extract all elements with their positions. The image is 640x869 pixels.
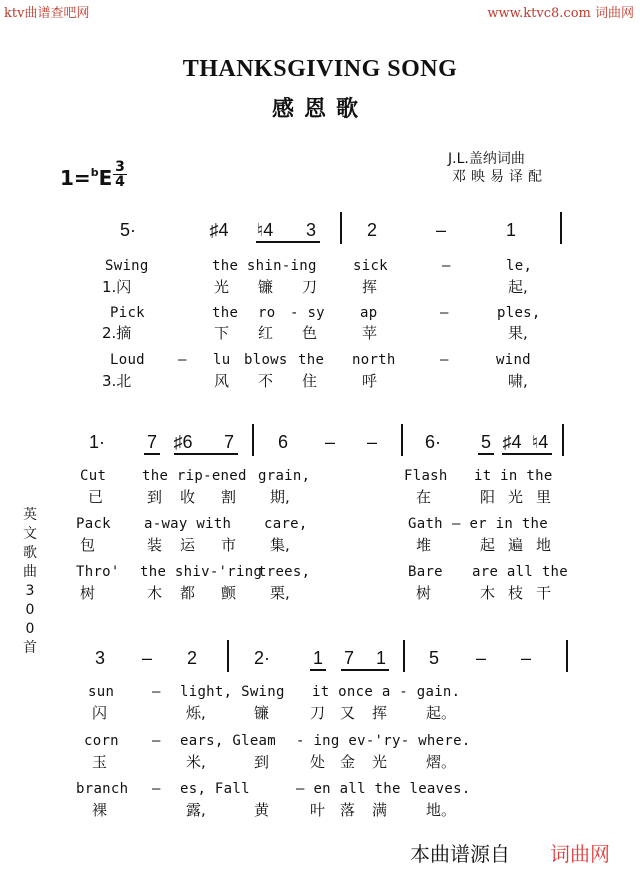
lyric-en: branch xyxy=(76,781,129,797)
lyric-en: lu xyxy=(213,352,231,368)
lyric-en: – xyxy=(440,352,449,368)
translator-credit: 邓映易译配 xyxy=(452,169,547,185)
eighth-beam xyxy=(144,453,160,455)
lyric-cn: 落 xyxy=(340,801,356,819)
lyric-en: - ing ev-'ry- where. xyxy=(296,733,471,749)
note: 6· xyxy=(424,432,442,452)
lyric-cn: 颤 xyxy=(221,584,237,602)
lyric-cn: 不 xyxy=(258,372,274,390)
barline xyxy=(401,424,403,456)
lyric-en: corn xyxy=(84,733,119,749)
lyric-en: the xyxy=(212,305,239,321)
eighth-beam xyxy=(502,453,552,455)
lyric-cn: 起。 xyxy=(426,704,457,722)
lyric-cn: 呼 xyxy=(362,372,378,390)
barline xyxy=(252,424,254,456)
lyric-cn: 起 xyxy=(480,536,496,554)
lyric-cn: 啸, xyxy=(508,372,528,390)
lyric-cn: 收 xyxy=(180,488,196,506)
note: 2 xyxy=(366,220,378,240)
watermark-left: ktv曲谱查吧网 xyxy=(4,6,90,21)
lyric-cn: 果, xyxy=(508,324,528,342)
lyric-en: the rip-ened xyxy=(142,468,247,484)
lyric-cn: 在 xyxy=(416,488,432,506)
lyric-en: Pick xyxy=(110,305,145,321)
lyric-en: trees, xyxy=(258,564,311,580)
note: 6 xyxy=(277,432,289,452)
barline xyxy=(227,640,229,672)
lyric-cn: 2.摘 xyxy=(102,324,132,342)
lyric-en: care, xyxy=(264,516,308,532)
key-note: E xyxy=(98,166,113,190)
note: 1 xyxy=(312,648,324,668)
lyric-cn: 集, xyxy=(270,536,290,554)
lyric-cn: 树 xyxy=(416,584,432,602)
lyric-en: ro xyxy=(258,305,276,321)
lyric-cn: 都 xyxy=(180,584,196,602)
lyric-en: – xyxy=(440,305,449,321)
time-top: 3 xyxy=(113,160,127,175)
lyric-en: Cut xyxy=(80,468,107,484)
note: 2· xyxy=(253,648,271,668)
footer-site-link[interactable]: 词曲网 xyxy=(550,842,610,866)
note: ♯6 xyxy=(173,432,193,452)
note: 3 xyxy=(94,648,106,668)
eighth-beam xyxy=(478,453,494,455)
time-bottom: 4 xyxy=(115,174,125,190)
lyric-en: Swing xyxy=(105,258,149,274)
note: – xyxy=(141,648,153,668)
note: 5 xyxy=(480,432,492,452)
flat-sign: b xyxy=(90,166,99,179)
barline xyxy=(403,640,405,672)
note: ♯4 xyxy=(209,220,229,240)
note: 7 xyxy=(343,648,355,668)
lyric-cn: 黄 xyxy=(254,801,270,819)
lyric-en: ears, Gleam xyxy=(180,733,277,749)
lyric-en: Pack xyxy=(76,516,111,532)
lyric-en: a-way with xyxy=(144,516,232,532)
lyric-en: Thro' xyxy=(76,564,120,580)
barline xyxy=(566,640,568,672)
lyric-en: le, xyxy=(506,258,533,274)
lyric-cn: 阳 xyxy=(480,488,496,506)
lyric-en: sun xyxy=(88,684,115,700)
note: 1 xyxy=(375,648,387,668)
lyric-cn: 玉 xyxy=(92,753,108,771)
lyric-en: north xyxy=(352,352,396,368)
lyric-cn: 包 xyxy=(80,536,96,554)
note: ♮4 xyxy=(256,220,274,240)
lyric-en: blows xyxy=(244,352,288,368)
lyric-cn: 枝 xyxy=(508,584,524,602)
lyric-en: – en all the leaves. xyxy=(296,781,471,797)
lyric-cn: 木 xyxy=(147,584,163,602)
lyric-cn: 刀 xyxy=(302,278,318,296)
lyric-en: – xyxy=(178,352,187,368)
lyric-cn: 风 xyxy=(214,372,230,390)
watermark-right: www.ktvc8.com 词曲网 xyxy=(487,6,634,21)
note: – xyxy=(435,220,447,240)
eighth-beam xyxy=(174,453,238,455)
lyric-en: the shiv-'ring xyxy=(140,564,263,580)
note: 7 xyxy=(223,432,235,452)
lyric-cn: 闪 xyxy=(92,704,108,722)
book-caption: 英文歌曲300首 xyxy=(23,507,37,656)
lyric-cn: 挥 xyxy=(362,278,378,296)
lyric-cn: 刀 xyxy=(310,704,326,722)
note: – xyxy=(366,432,378,452)
lyric-cn: 已 xyxy=(88,488,104,506)
footer-source: 本曲谱源自 xyxy=(410,842,510,866)
lyric-cn: 红 xyxy=(258,324,274,342)
lyric-cn: 满 xyxy=(372,801,388,819)
lyric-en: Loud xyxy=(110,352,145,368)
lyric-cn: 里 xyxy=(536,488,552,506)
note: 2 xyxy=(186,648,198,668)
barline xyxy=(560,212,562,244)
lyric-en: – er in the xyxy=(452,516,549,532)
lyric-cn: 干 xyxy=(536,584,552,602)
note: 7 xyxy=(146,432,158,452)
lyric-en: Gath xyxy=(408,516,443,532)
lyric-cn: 遍 xyxy=(508,536,524,554)
lyric-cn: 1.闪 xyxy=(102,278,132,296)
note: 1· xyxy=(88,432,106,452)
lyric-cn: 处 xyxy=(310,753,326,771)
note: – xyxy=(324,432,336,452)
lyric-en: – xyxy=(152,733,161,749)
lyric-cn: 光 xyxy=(508,488,524,506)
lyric-cn: 堆 xyxy=(416,536,432,554)
note: ♮4 xyxy=(531,432,549,452)
lyric-en: the shin-ing xyxy=(212,258,317,274)
lyric-en: are all the xyxy=(472,564,569,580)
note: – xyxy=(520,648,532,668)
lyric-en: sick xyxy=(353,258,388,274)
lyric-cn: 住 xyxy=(302,372,318,390)
lyric-cn: 市 xyxy=(221,536,237,554)
lyric-en: it in the xyxy=(474,468,553,484)
lyric-en: es, Fall xyxy=(180,781,250,797)
lyric-en: Bare xyxy=(408,564,443,580)
lyric-cn: 割 xyxy=(221,488,237,506)
lyric-en: wind xyxy=(496,352,531,368)
lyric-cn: 起, xyxy=(508,278,528,296)
lyric-cn: 到 xyxy=(147,488,163,506)
song-subtitle: 感恩歌 xyxy=(271,97,368,122)
lyric-cn: 露, xyxy=(186,801,206,819)
composer-credit: J.L.盖纳词曲 xyxy=(448,151,525,167)
lyric-cn: 3.北 xyxy=(102,372,132,390)
lyric-en: it once a - gain. xyxy=(312,684,461,700)
lyric-cn: 烁, xyxy=(186,704,206,722)
lyric-cn: 米, xyxy=(186,753,206,771)
lyric-cn: 挥 xyxy=(372,704,388,722)
eighth-beam xyxy=(341,669,389,671)
lyric-en: - sy xyxy=(290,305,325,321)
lyric-cn: 裸 xyxy=(92,801,108,819)
time-signature xyxy=(113,160,127,189)
note: ♯4 xyxy=(502,432,522,452)
lyric-cn: 到 xyxy=(254,753,270,771)
key-signature xyxy=(60,166,112,190)
lyric-en: grain, xyxy=(258,468,311,484)
lyric-en: ples, xyxy=(497,305,541,321)
eighth-beam xyxy=(310,669,326,671)
lyric-cn: 色 xyxy=(302,324,318,342)
lyric-cn: 木 xyxy=(480,584,496,602)
lyric-cn: 树 xyxy=(80,584,96,602)
lyric-en: – xyxy=(152,684,161,700)
lyric-cn: 光 xyxy=(372,753,388,771)
lyric-cn: 苹 xyxy=(362,324,378,342)
lyric-cn: 期, xyxy=(270,488,290,506)
barline xyxy=(340,212,342,244)
lyric-cn: 运 xyxy=(180,536,196,554)
lyric-cn: 镰 xyxy=(254,704,270,722)
lyric-cn: 装 xyxy=(147,536,163,554)
key-label: 1= xyxy=(60,166,91,190)
lyric-en: the xyxy=(298,352,325,368)
lyric-en: – xyxy=(152,781,161,797)
lyric-en: – xyxy=(442,258,451,274)
lyric-cn: 熠。 xyxy=(426,753,457,771)
lyric-cn: 栗, xyxy=(270,584,290,602)
note: 3 xyxy=(305,220,317,240)
note: – xyxy=(475,648,487,668)
song-title: THANKSGIVING SONG xyxy=(182,56,458,82)
lyric-cn: 光 xyxy=(214,278,230,296)
barline xyxy=(562,424,564,456)
lyric-cn: 叶 xyxy=(310,801,326,819)
lyric-cn: 下 xyxy=(214,324,230,342)
note: 5 xyxy=(428,648,440,668)
lyric-en: ap xyxy=(360,305,378,321)
note: 1 xyxy=(505,220,517,240)
note: 5· xyxy=(119,220,137,240)
eighth-beam xyxy=(256,241,320,243)
lyric-en: Flash xyxy=(404,468,448,484)
lyric-cn: 地 xyxy=(536,536,552,554)
lyric-cn: 地。 xyxy=(426,801,457,819)
lyric-cn: 又 xyxy=(340,704,356,722)
lyric-cn: 镰 xyxy=(258,278,274,296)
lyric-cn: 金 xyxy=(340,753,356,771)
lyric-en: light, Swing xyxy=(180,684,285,700)
